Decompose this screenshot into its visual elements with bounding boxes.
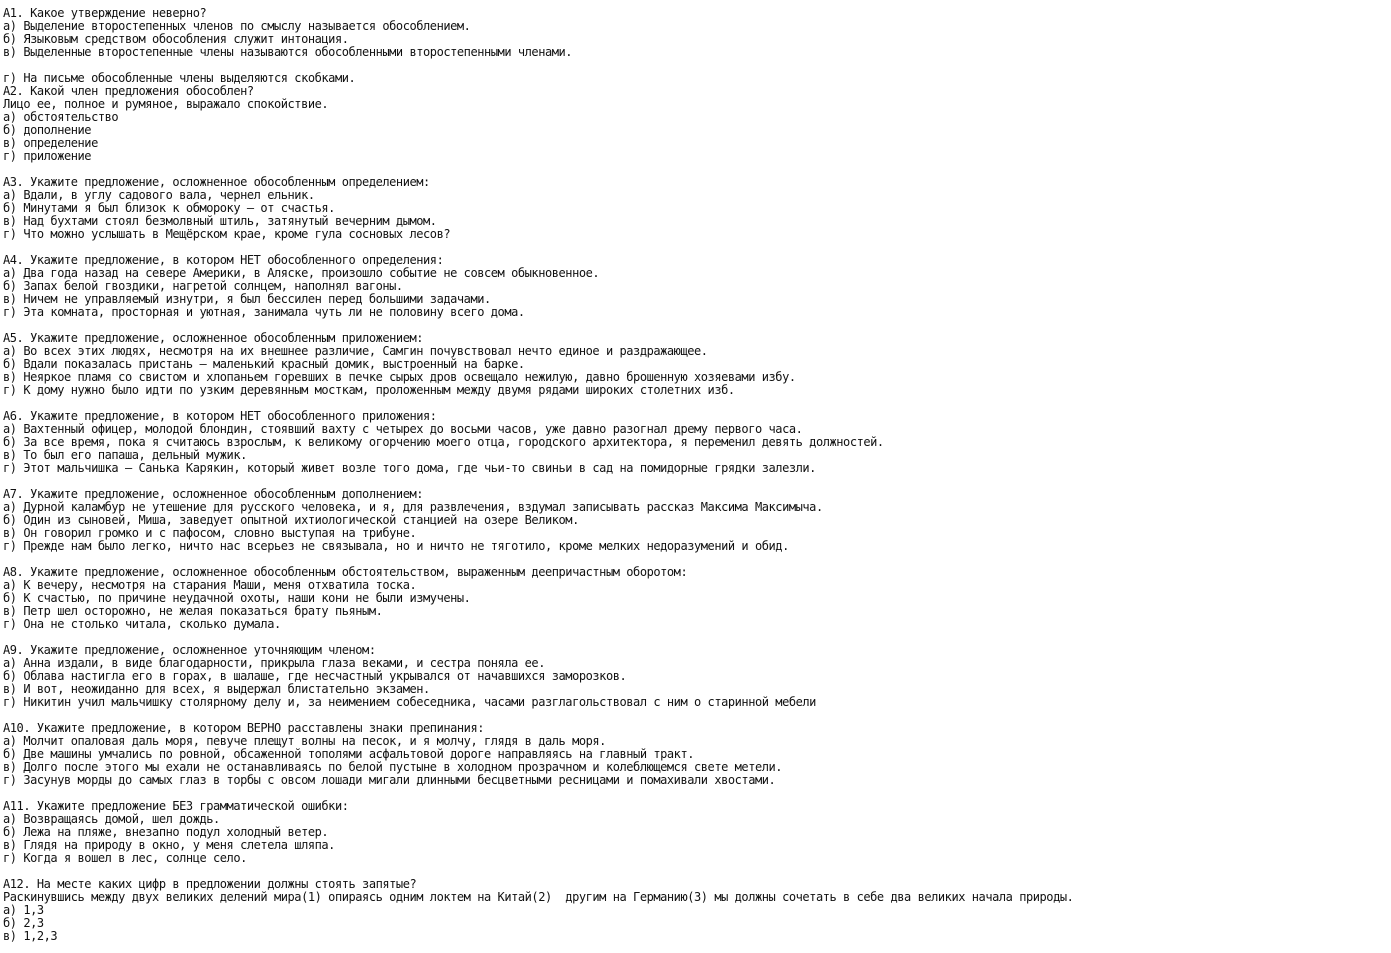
- answer-option: а) Выделение второстепенных членов по смыслу называется обособлением.: [3, 19, 471, 33]
- answer-option: в) Он говорил громко и с пафосом, словно выступая на трибуне.: [3, 526, 417, 540]
- answer-option: в) определение: [3, 136, 98, 150]
- answer-option: г) Когда я вошел в лес, солнце село.: [3, 851, 247, 865]
- question-text: A9. Укажите предложение, осложненное уточняющим членом:: [3, 643, 376, 657]
- question-block-a8: [3, 566, 1387, 631]
- question-text: A5. Укажите предложение, осложненное обособленным приложением:: [3, 331, 424, 345]
- answer-option: б) Минутами я был близок к обмороку – от счастья.: [3, 201, 335, 215]
- answer-option: б) Две машины умчались по ровной, обсаженной тополями асфальтовой дороге направляясь на главный тракт.: [3, 747, 695, 761]
- answer-option: б) За все время, пока я считаюсь взрослым, к великому огорчению моего отца, городского архитектора, я переменил девять должностей.: [3, 435, 884, 449]
- answer-option: б) Языковым средством обособления служит интонация.: [3, 32, 349, 46]
- answer-option: г) Она не столько читала, сколько думала.: [3, 617, 281, 631]
- question-text: A11. Укажите предложение БЕЗ грамматической ошибки:: [3, 799, 349, 813]
- question-block-a9: [3, 644, 1387, 709]
- answer-option: а) Возвращаясь домой, шел дождь.: [3, 812, 220, 826]
- question-text: A2. Какой член предложения обособлен?: [3, 84, 254, 98]
- question-block-a12: [3, 878, 1387, 943]
- answer-option: а) Во всех этих людях, несмотря на их внешнее различие, Самгин почувствовал нечто единое и раздражающее.: [3, 344, 708, 358]
- answer-option: в) Долго после этого мы ехали не останавливаясь по белой пустыне в холодном прозрачном и колеблющемся свете метели.: [3, 760, 783, 774]
- answer-option: в) Ничем не управляемый изнутри, я был бессилен перед большими задачами.: [3, 292, 491, 306]
- answer-option: г) К дому нужно было идти по узким деревянным мосткам, проложенным между двумя рядами широких столетних изб.: [3, 383, 735, 397]
- answer-option: г) приложение: [3, 149, 92, 163]
- answer-option: б) Вдали показалась пристань – маленький красный домик, выстроенный на барке.: [3, 357, 525, 371]
- answer-option: а) Молчит опаловая даль моря, певуче плещут волны на песок, и я молчу, глядя в даль моря.: [3, 734, 606, 748]
- question-block-a5: [3, 332, 1387, 397]
- answer-option: в) Петр шел осторожно, не желая показаться брату пьяным.: [3, 604, 383, 618]
- question-text: A6. Укажите предложение, в котором НЕТ обособленного приложения:: [3, 409, 437, 423]
- answer-option: в) То был его папаша, дельный мужик.: [3, 448, 247, 462]
- answer-option: г) Засунув морды до самых глаз в торбы с овсом лошади мигали длинными бесцветными ресницами и помахивали хвостами.: [3, 773, 776, 787]
- answer-option: а) обстоятельство: [3, 110, 119, 124]
- question-sentence: Лицо ее, полное и румяное, выражало спокойствие.: [3, 97, 329, 111]
- answer-option: в) Неяркое пламя со свистом и хлопаньем горевших в печке сырых дров освещало нежилую, давно брошенную хозяевами избу.: [3, 370, 796, 384]
- question-text: A12. На месте каких цифр в предложении должны стоять запятые?: [3, 877, 417, 891]
- question-block-a6: [3, 410, 1387, 475]
- answer-option: б) Лежа на пляже, внезапно подул холодный ветер.: [3, 825, 329, 839]
- answer-option: б) Запах белой гвоздики, нагретой солнцем, наполнял вагоны.: [3, 279, 403, 293]
- question-text: A7. Укажите предложение, осложненное обособленным дополнением:: [3, 487, 424, 501]
- question-block-a4: [3, 254, 1387, 319]
- answer-option: в) Глядя на природу в окно, у меня слетела шляпа.: [3, 838, 335, 852]
- answer-option: б) Облава настигла его в горах, в шалаше, где несчастный укрывался от начавшихся заморозков.: [3, 669, 627, 683]
- answer-option: в) 1,2,3: [3, 929, 58, 943]
- question-text: A8. Укажите предложение, осложненное обособленным обстоятельством, выраженным деепричастным оборотом:: [3, 565, 688, 579]
- answer-option: а) Два года назад на севере Америки, в Аляске, произошло событие не совсем обыкновенное.: [3, 266, 600, 280]
- answer-option: а) Анна издали, в виде благодарности, прикрыла глаза веками, и сестра поняла ее.: [3, 656, 545, 670]
- document: [3, 7, 1387, 943]
- answer-option: г) Прежде нам было легко, ничто нас всерьез не связывала, но и ничто не тяготило, кроме мелких недоразумений и обид.: [3, 539, 789, 553]
- answer-option: г) Что можно услышать в Мещёрском крае, кроме гула сосновых лесов?: [3, 227, 451, 241]
- question-block-a7: [3, 488, 1387, 553]
- question-block-a11: [3, 800, 1387, 865]
- answer-option: а) 1,3: [3, 903, 44, 917]
- question-text: A1. Какое утверждение неверно?: [3, 6, 207, 20]
- answer-option: б) Один из сыновей, Миша, заведует опытной ихтиологической станцией на озере Великом.: [3, 513, 579, 527]
- answer-option: в) Выделенные второстепенные члены называются обособленными второстепенными членами.: [3, 45, 573, 59]
- answer-option: а) Вахтенный офицер, молодой блондин, стоявший вахту с четырех до восьми часов, уже давно разогнал дрему первого часа.: [3, 422, 803, 436]
- answer-option: в) Над бухтами стоял безмолвный штиль, затянутый вечерним дымом.: [3, 214, 437, 228]
- question-text: A3. Укажите предложение, осложненное обособленным определением:: [3, 175, 430, 189]
- question-text: A4. Укажите предложение, в котором НЕТ обособленного определения:: [3, 253, 444, 267]
- answer-option: б) К счастью, по причине неудачной охоты, наши кони не были измучены.: [3, 591, 471, 605]
- question-sentence: Раскинувшись между двух великих делений мира(1) опираясь одним локтем на Китай(2) другим на Германию(3) мы должны сочетать в себе два великих начала природы.: [3, 890, 1074, 904]
- answer-option: г) Этот мальчишка – Санька Карякин, который живет возле того дома, где чьи-то свиньи в сад на помидорные грядки залезли.: [3, 461, 816, 475]
- answer-option: г) На письме обособленные члены выделяются скобками.: [3, 71, 356, 85]
- question-block-a2: [3, 85, 1387, 163]
- answer-option: в) И вот, неожиданно для всех, я выдержал блистательно экзамен.: [3, 682, 430, 696]
- answer-option: г) Никитин учил мальчишку столярному делу и, за неимением собеседника, часами разглагольствовал с ним о старинной мебели: [3, 695, 816, 709]
- question-block-a3: [3, 176, 1387, 241]
- question-block-a10: [3, 722, 1387, 787]
- question-block-a1: [3, 7, 1387, 59]
- question-text: A10. Укажите предложение, в котором ВЕРНО расставлены знаки препинания:: [3, 721, 484, 735]
- answer-option: а) Вдали, в углу садового вала, чернел ельник.: [3, 188, 315, 202]
- answer-option: а) К вечеру, несмотря на старания Маши, меня отхватила тоска.: [3, 578, 417, 592]
- answer-option: а) Дурной каламбур не утешение для русского человека, и я, для развлечения, вздумал записывать рассказ Максима Максимыча.: [3, 500, 823, 514]
- answer-option: б) дополнение: [3, 123, 92, 137]
- answer-option: г) Эта комната, просторная и уютная, занимала чуть ли не половину всего дома.: [3, 305, 525, 319]
- answer-option: б) 2,3: [3, 916, 44, 930]
